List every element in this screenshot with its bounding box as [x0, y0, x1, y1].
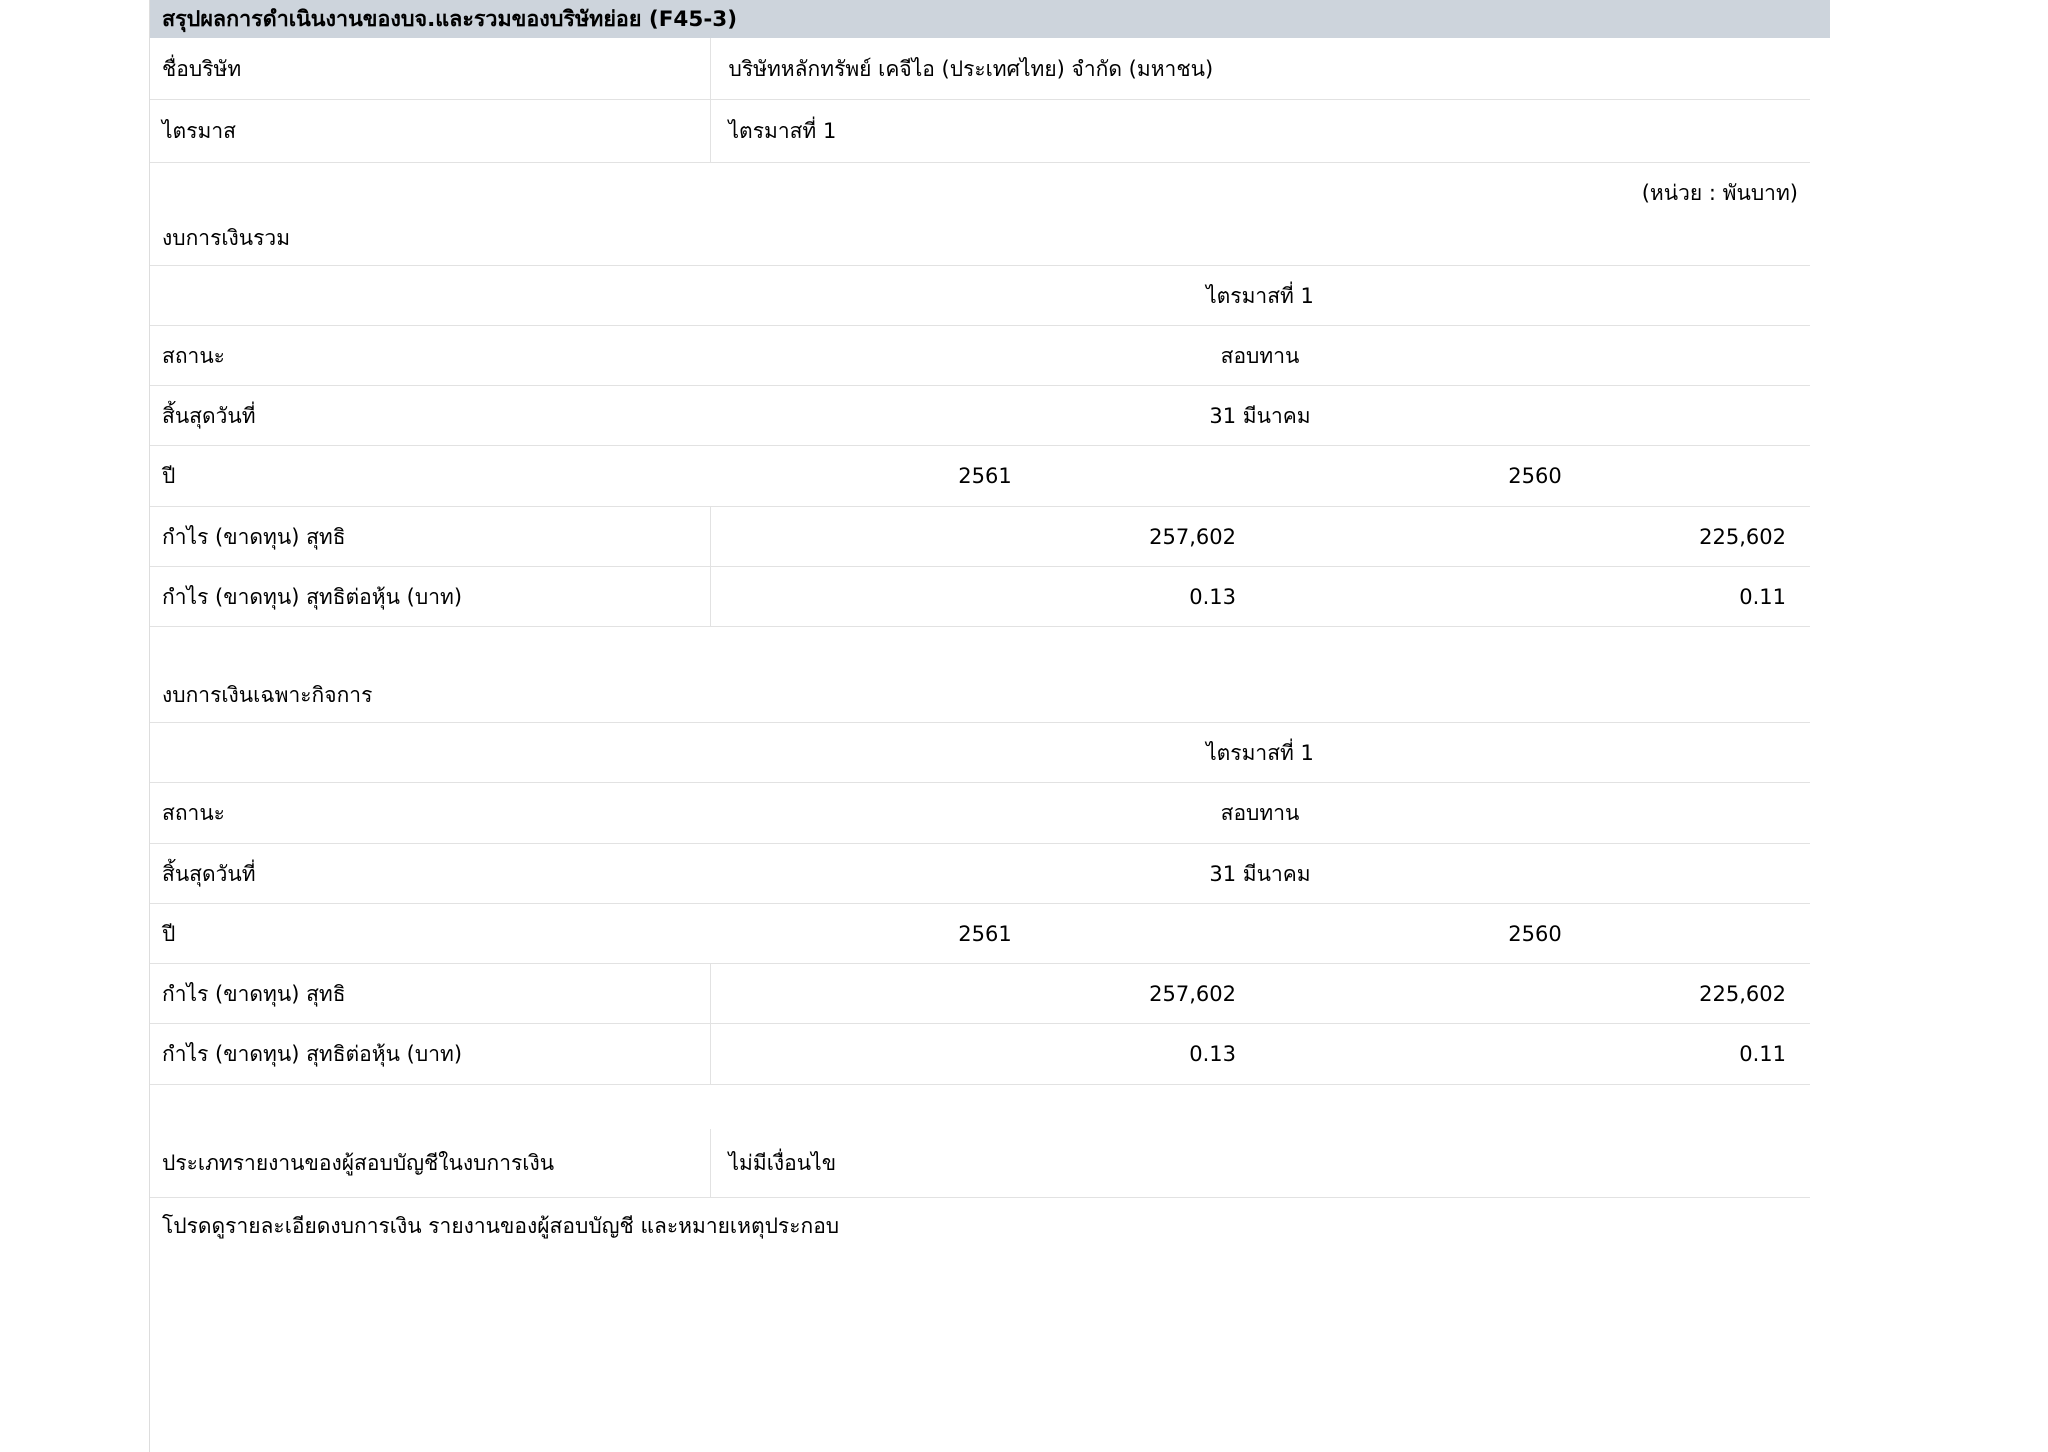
end-date-label-consolidated: สิ้นสุดวันที่ — [150, 386, 710, 446]
company-info-table — [150, 38, 1810, 163]
year-1-consolidated: 2561 — [710, 446, 1260, 506]
table-row — [150, 964, 1810, 1024]
section-spacer — [150, 1085, 1830, 1129]
net-profit-2561-separate: 257,602 — [710, 964, 1260, 1024]
quarter-value: ไตรมาสที่ 1 — [710, 100, 1810, 162]
year-2-consolidated: 2560 — [1260, 446, 1810, 506]
page-left-margin — [140, 0, 150, 1452]
quarter-header-consolidated: ไตรมาสที่ 1 — [710, 265, 1810, 325]
spacer-cell — [150, 723, 710, 783]
auditor-report-value: ไม่มีเงื่อนไข — [710, 1129, 1810, 1198]
net-profit-label-consolidated: กำไร (ขาดทุน) สุทธิ — [150, 506, 710, 566]
year-label-consolidated: ปี — [150, 446, 710, 506]
eps-label-consolidated: กำไร (ขาดทุน) สุทธิต่อหุ้น (บาท) — [150, 566, 710, 626]
consolidated-financial-table — [150, 265, 1810, 628]
end-date-value-separate: 31 มีนาคม — [710, 843, 1810, 903]
status-value-separate: สอบทาน — [710, 783, 1810, 843]
table-row — [150, 903, 1810, 963]
table-row — [150, 723, 1810, 783]
section-spacer — [150, 627, 1830, 671]
auditor-report-label: ประเภทรายงานของผู้สอบบัญชีในงบการเงิน — [150, 1129, 710, 1198]
table-row — [150, 1024, 1810, 1084]
financial-summary-document — [150, 0, 1830, 1240]
table-row — [150, 506, 1810, 566]
year-label-separate: ปี — [150, 903, 710, 963]
net-profit-2560-separate: 225,602 — [1260, 964, 1810, 1024]
table-row — [150, 386, 1810, 446]
auditor-report-table — [150, 1129, 1810, 1198]
table-row — [150, 1129, 1810, 1198]
year-1-separate: 2561 — [710, 903, 1260, 963]
end-date-value-consolidated: 31 มีนาคม — [710, 386, 1810, 446]
year-2-separate: 2560 — [1260, 903, 1810, 963]
table-row — [150, 566, 1810, 626]
company-name-label: ชื่อบริษัท — [150, 38, 710, 100]
eps-2561-consolidated: 0.13 — [710, 566, 1260, 626]
separate-financial-table — [150, 722, 1810, 1085]
eps-2560-consolidated: 0.11 — [1260, 566, 1810, 626]
table-row — [150, 843, 1810, 903]
net-profit-2561-consolidated: 257,602 — [710, 506, 1260, 566]
end-date-label-separate: สิ้นสุดวันที่ — [150, 843, 710, 903]
eps-2561-separate: 0.13 — [710, 1024, 1260, 1084]
page-title: สรุปผลการดำเนินงานของบจ.และรวมของบริษัทย่อย (F45-3) — [162, 7, 738, 32]
quarter-header-separate: ไตรมาสที่ 1 — [710, 723, 1810, 783]
page-right-margin — [1824, 0, 2048, 1452]
status-label-consolidated: สถานะ — [150, 325, 710, 385]
eps-label-separate: กำไร (ขาดทุน) สุทธิต่อหุ้น (บาท) — [150, 1024, 710, 1084]
unit-note: (หน่วย : พันบาท) — [1641, 180, 1798, 205]
company-name-value: บริษัทหลักทรัพย์ เคจีไอ (ประเทศไทย) จำกัด (มหาชน) — [710, 38, 1810, 100]
status-label-separate: สถานะ — [150, 783, 710, 843]
table-row — [150, 325, 1810, 385]
quarter-label: ไตรมาส — [150, 100, 710, 162]
net-profit-2560-consolidated: 225,602 — [1260, 506, 1810, 566]
spacer-cell — [150, 265, 710, 325]
footnote-text: โปรดดูรายละเอียดงบการเงิน รายงานของผู้สอบบัญชี และหมายเหตุประกอบ — [162, 1213, 840, 1238]
status-value-consolidated: สอบทาน — [710, 325, 1810, 385]
section-heading-separate: งบการเงินเฉพาะกิจการ — [162, 683, 373, 707]
table-row — [150, 783, 1810, 843]
table-row — [150, 265, 1810, 325]
table-row — [150, 38, 1810, 100]
section-heading-consolidated: งบการเงินรวม — [162, 225, 291, 250]
table-row — [150, 100, 1810, 162]
document-title-bar — [150, 0, 1830, 38]
net-profit-label-separate: กำไร (ขาดทุน) สุทธิ — [150, 964, 710, 1024]
eps-2560-separate: 0.11 — [1260, 1024, 1810, 1084]
table-row — [150, 446, 1810, 506]
